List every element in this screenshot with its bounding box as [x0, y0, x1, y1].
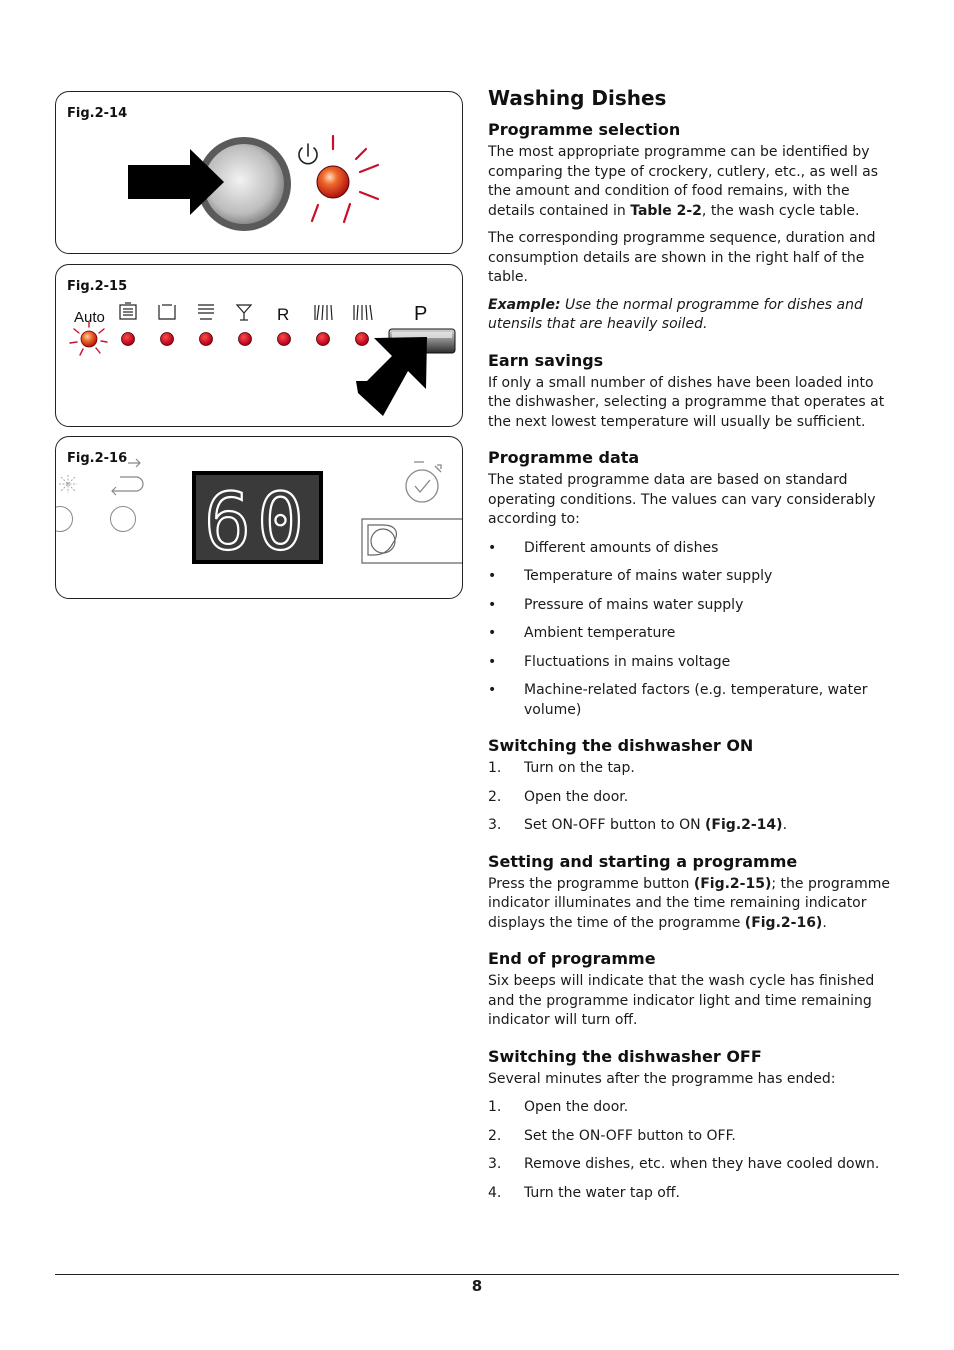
- figure-2-14: [55, 91, 463, 254]
- paragraph: The corresponding programme sequence, duration and consumption details are shown in the right half of the table.: [488, 230, 876, 285]
- fig14-illustration: [56, 92, 464, 255]
- text-column: [488, 86, 900, 1212]
- paragraph: If only a small number of dishes have been loaded into the dishwasher, selecting a programme that operates at the next lowest temperature will usually be sufficient.: [488, 374, 885, 430]
- list-item: 1. Turn on the tap.: [488, 760, 635, 776]
- indicator-circle: [111, 507, 136, 532]
- section-heading: End of programme: [488, 949, 656, 968]
- section-heading: Switching the dishwasher ON: [488, 736, 754, 755]
- timer-icon: [406, 462, 441, 502]
- figure-label: Fig.2-14: [67, 106, 128, 121]
- indicator-led: [161, 333, 174, 346]
- figure-2-15: [55, 264, 463, 427]
- section-switching-on: [488, 736, 900, 836]
- p-label: P: [414, 303, 428, 325]
- indicator-led: [278, 333, 291, 346]
- figure-label: Fig.2-16: [67, 451, 128, 466]
- auto-indicator-led: [81, 331, 97, 347]
- auto-label: Auto: [74, 309, 105, 326]
- figure-2-16: [55, 436, 463, 599]
- table-reference: Table 2-2: [630, 202, 702, 219]
- section-programme-data: [488, 448, 900, 720]
- list-item: • Machine-related factors (e.g. temperature, water volume): [488, 682, 868, 718]
- list-item: • Temperature of mains water supply: [488, 568, 773, 584]
- arrow-icon: [128, 459, 140, 467]
- section-switching-off: [488, 1047, 900, 1204]
- factor-list: [488, 539, 900, 721]
- figure-reference: (Fig.2-15): [693, 875, 772, 892]
- page-number: 8: [471, 1277, 483, 1295]
- shower-icon: [315, 305, 332, 320]
- section-heading: Programme selection: [488, 120, 681, 139]
- figure-reference: (Fig.2-14): [705, 817, 783, 833]
- list-item: • Ambient temperature: [488, 625, 676, 641]
- step-list: [488, 759, 900, 836]
- indicator-led: [122, 333, 135, 346]
- sparkle-icon: [59, 475, 77, 493]
- paragraph: Several minutes after the programme has ended:: [488, 1070, 836, 1087]
- paragraph: Press the programme button (Fig.2-15); the programme indicator illuminates and the time remaining indicator displays the time of the programme (Fig.2-16).: [488, 875, 890, 931]
- list-item: 3. Remove dishes, etc. when they have cooled down.: [488, 1156, 880, 1172]
- intensive-icon: [120, 303, 136, 319]
- normal-icon: [159, 305, 175, 319]
- indicator-circle: [56, 507, 73, 532]
- section-setting-programme: [488, 852, 900, 934]
- list-item: 2. Set the ON-OFF button to OFF.: [488, 1127, 736, 1144]
- section-heading: Programme data: [488, 448, 640, 467]
- time-display-value: 60: [204, 478, 310, 568]
- list-item: 2. Open the door.: [488, 788, 629, 805]
- list-item: • Pressure of mains water supply: [488, 596, 744, 613]
- section-heading: Setting and starting a programme: [488, 851, 798, 871]
- power-icon: [299, 144, 317, 164]
- programme-icons: [120, 303, 372, 320]
- list-item: • Different amounts of dishes: [488, 539, 719, 556]
- fig15-illustration: [56, 265, 464, 428]
- list-item: • Fluctuations in mains voltage: [488, 653, 731, 670]
- footer-divider: [55, 1274, 899, 1275]
- rinse-icon: [354, 305, 372, 320]
- figure-label: Fig.2-15: [67, 279, 128, 294]
- eco-icon: [198, 305, 214, 319]
- return-icon: [112, 477, 143, 495]
- section-end-programme: [488, 949, 900, 1031]
- indicator-led: [239, 333, 252, 346]
- page-title: Washing Dishes: [488, 86, 667, 110]
- figure-reference: (Fig.2-16): [744, 914, 823, 931]
- section-earn-savings: [488, 351, 900, 433]
- paragraph: The most appropriate programme can be identified by comparing the type of crockery, cutlery, etc., as well as the amount and condition of food remains, with the details contained in Table 2-2, the wash cycle table.: [488, 144, 879, 219]
- section-heading: Earn savings: [488, 350, 604, 370]
- delay-button[interactable]: [362, 519, 463, 563]
- r-label: R: [277, 305, 290, 324]
- example-paragraph: Example: Use the normal programme for dishes and utensils that are heavily soiled.: [488, 296, 863, 332]
- programme-indicator-leds: [122, 333, 369, 346]
- paragraph: The stated programme data are based on standard operating conditions. The values can vary considerably according to:: [488, 472, 876, 527]
- fig16-illustration: [56, 437, 463, 599]
- indicator-led: [200, 333, 213, 346]
- power-indicator-led: [317, 166, 349, 198]
- list-item: 3. Set ON-OFF button to ON (Fig.2-14).: [488, 817, 788, 833]
- section-programme-selection: [488, 120, 900, 335]
- arrow-up-right-icon: [356, 337, 427, 416]
- indicator-led: [317, 333, 330, 346]
- list-item: 1. Open the door.: [488, 1099, 629, 1115]
- list-item: 4. Turn the water tap off.: [488, 1184, 680, 1201]
- glass-icon: [237, 305, 251, 320]
- indicator-led: [356, 333, 369, 346]
- step-list: [488, 1098, 900, 1203]
- paragraph: Six beeps will indicate that the wash cycle has finished and the programme indicator light and time remaining indicator will turn off.: [488, 973, 875, 1028]
- section-heading: Switching the dishwasher OFF: [488, 1046, 762, 1066]
